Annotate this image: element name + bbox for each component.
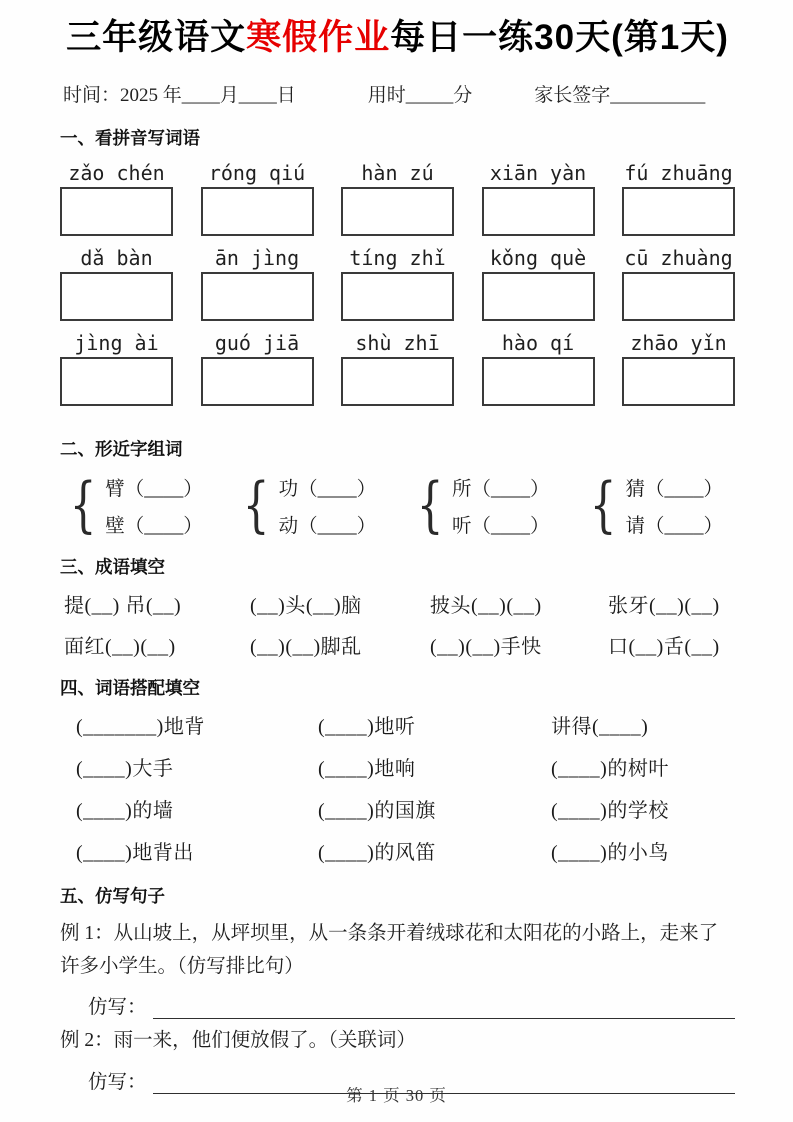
answer-box[interactable] (341, 272, 454, 321)
similar-char-pair (411, 469, 550, 540)
page-number: 第 1 页 30 页 (346, 1086, 447, 1105)
char: 壁 (105, 515, 125, 537)
pinyin-label: xiān yàn (489, 160, 587, 185)
idiom-blank-item: 口(__)舌(__) (608, 635, 720, 658)
section-heading-sentence-copy: 五、仿写句子 (60, 885, 165, 906)
section-heading-pinyin: 一、看拼音写词语 (60, 127, 200, 148)
example-sentence-2: 例 2：雨一来，他们便放假了。（关联词） (60, 1030, 416, 1052)
answer-box[interactable] (482, 272, 595, 321)
copy-line-1 (60, 986, 735, 1019)
answer-box[interactable] (482, 357, 595, 406)
word-match-item: 讲得(____) (551, 715, 649, 738)
answer-box[interactable] (60, 357, 173, 406)
answer-box[interactable] (341, 357, 454, 406)
copy-label: 仿写： (88, 1072, 147, 1093)
answer-box[interactable] (622, 187, 735, 236)
pinyin-label: kǒng què (489, 245, 587, 270)
word-match-grid (60, 710, 735, 865)
char: 功 (278, 478, 299, 500)
answer-box[interactable] (60, 187, 173, 236)
char: 所 (452, 478, 472, 500)
word-match-item: (____)地响 (318, 757, 416, 780)
blank: （____） (124, 478, 203, 500)
idiom-blank-item: (__)(__)脚乱 (250, 635, 362, 658)
word-match-item: (____)大手 (76, 757, 174, 780)
curly-brace-icon: { (243, 469, 270, 540)
char: 听 (452, 515, 472, 537)
pinyin-grid (60, 160, 735, 406)
page-title (60, 16, 735, 60)
idiom-blank-item: 披头(__)(__) (430, 594, 542, 617)
word-match-item: (____)的学校 (551, 799, 669, 822)
word-match-item: (____)的树叶 (551, 757, 669, 780)
similar-char-pair (584, 469, 723, 540)
answer-box[interactable] (482, 187, 595, 236)
duration-field: 用时_____分 (367, 84, 473, 106)
pinyin-row (60, 245, 735, 321)
blank: （____） (644, 515, 723, 537)
pinyin-label: zǎo chén (68, 160, 165, 185)
pinyin-label: fú zhuāng (624, 160, 733, 185)
idiom-blank-item: 面红(__)(__) (64, 635, 176, 658)
answer-box[interactable] (201, 272, 314, 321)
copy-label: 仿写： (88, 997, 147, 1019)
pinyin-label: cū zhuàng (624, 245, 733, 270)
pinyin-label: zhāo yǐn (630, 330, 727, 355)
blank: （____） (124, 515, 203, 537)
idiom-blank-item: (__)头(__)脑 (250, 594, 362, 617)
answer-box[interactable] (622, 357, 735, 406)
blank: （____） (298, 515, 377, 537)
blank: （____） (298, 478, 377, 500)
pinyin-label: shù zhī (355, 330, 440, 355)
pinyin-label: róng qiú (208, 160, 306, 185)
answer-box[interactable] (201, 187, 314, 236)
answer-box[interactable] (60, 272, 173, 321)
word-match-item: (_______)地背 (76, 715, 205, 738)
answer-box[interactable] (341, 187, 454, 236)
pinyin-row (60, 330, 735, 406)
char: 动 (278, 515, 299, 537)
idiom-blank-item: 张牙(__)(__) (608, 594, 720, 617)
similar-char-pair (64, 469, 203, 540)
word-match-item: (____)地听 (318, 715, 416, 738)
answer-box[interactable] (201, 357, 314, 406)
idiom-blank-item: (__)(__)手快 (430, 635, 542, 658)
curly-brace-icon: { (589, 469, 617, 540)
word-match-item: (____)的风笛 (318, 841, 436, 864)
word-match-item: (____)的小鸟 (551, 841, 669, 864)
char: 猜 (625, 478, 645, 500)
meta-line (60, 80, 735, 107)
blank: （____） (471, 478, 550, 500)
date-field: 时间：2025 年____月____日 (63, 84, 296, 106)
word-match-item: (____)的墙 (76, 799, 174, 822)
pinyin-label: hàn zú (361, 160, 434, 185)
pinyin-label: dǎ bàn (80, 245, 153, 270)
word-match-item: (____)的国旗 (318, 799, 436, 822)
pinyin-label: tíng zhǐ (349, 245, 446, 270)
similar-char-pair (237, 469, 377, 540)
pinyin-label: ān jìng (214, 245, 300, 270)
char: 臂 (105, 478, 125, 500)
char: 请 (625, 515, 645, 537)
title-pre: 三年级语文 (66, 18, 247, 57)
pinyin-label: jìng ài (74, 330, 159, 355)
similar-char-pairs (60, 471, 735, 538)
idiom-grid (60, 589, 735, 659)
pinyin-label: hào qí (501, 330, 575, 355)
section-heading-idioms: 三、成语填空 (60, 556, 165, 577)
title-post: 每日一练30天(第1天) (390, 18, 729, 57)
pinyin-label: guó jiā (214, 330, 300, 355)
pinyin-row (60, 160, 735, 236)
blank: （____） (644, 478, 723, 500)
sentence-copy-field[interactable] (153, 993, 735, 1019)
title-highlight: 寒假作业 (246, 18, 391, 57)
curly-brace-icon: { (69, 469, 97, 540)
curly-brace-icon: { (416, 469, 444, 540)
idiom-blank-item: 提(__) 吊(__) (64, 594, 182, 617)
answer-box[interactable] (622, 272, 735, 321)
word-match-item: (____)地背出 (76, 841, 194, 864)
blank: （____） (471, 515, 550, 537)
example-sentence-1: 例 1：从山坡上，从坪坝里，从一条条开着绒球花和太阳花的小路上，走来了许多小学生。（仿写排比句） (60, 922, 719, 977)
section-heading-word-match: 四、词语搭配填空 (60, 677, 200, 698)
signature-field: 家长签字__________ (534, 84, 706, 106)
section-heading-similar-chars: 二、形近字组词 (60, 438, 183, 459)
